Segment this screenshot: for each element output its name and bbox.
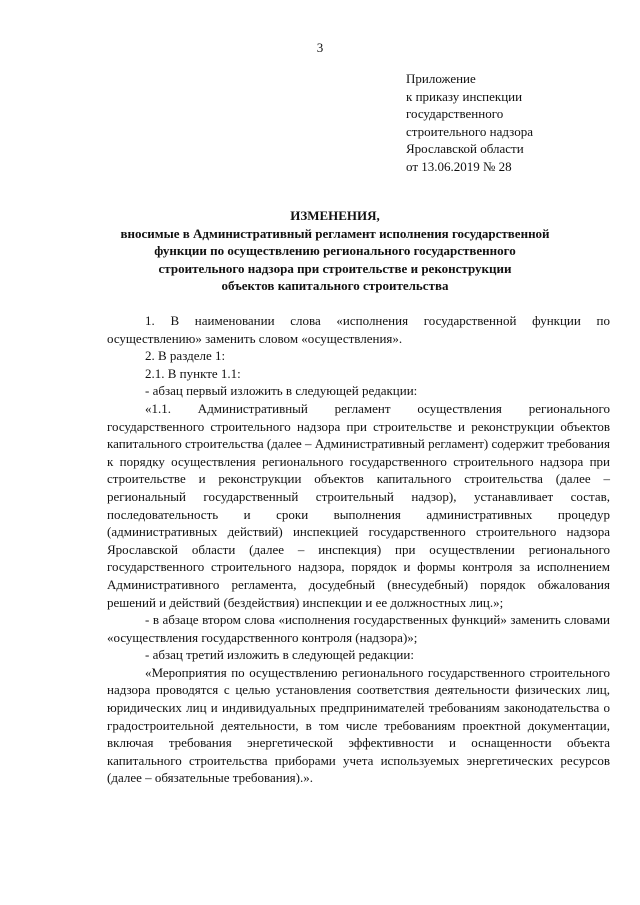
page-number: 3 xyxy=(316,40,324,55)
document-title xyxy=(60,207,610,295)
paragraph: 2. В разделе 1: xyxy=(145,348,226,364)
title-line: строительного надзора при строительстве и реконструкции xyxy=(158,260,512,276)
paragraph: 2.1. В пункте 1.1: xyxy=(145,365,241,381)
paragraph: - абзац третий изложить в следующей редакции: xyxy=(145,647,414,663)
title-line: объектов капитального строительства xyxy=(221,278,449,294)
appendix-line: строительного надзора xyxy=(406,123,533,139)
appendix-header xyxy=(406,70,626,176)
paragraph: «1.1. Административный регламент осуществления регионального государственного строительного надзора при строительстве и реконструкции объектов капитального строительства (далее – Административный регламент) содержит требования к порядку осуществления регионального государственного строительного надзора при строительстве и реконструкции объектов капитального строительства (далее – региональный государственный строительный надзор), устанавливает состав, последовательность и сроки выполнения административных процедур (административных действий) инспекцией государственного строительного надзора Ярославской области (далее – инспекция) при осуществлении регионального государственного строительного надзора, порядок и формы контроля за исполнением Административного регламента, досудебный (внесудебный) порядок обжалования решений и действий (бездействия) инспекции и ее должностных лиц.»; xyxy=(107,400,610,610)
appendix-line: государственного xyxy=(406,106,504,122)
title-heading: ИЗМЕНЕНИЯ, xyxy=(290,208,380,223)
appendix-line: от 13.06.2019 № 28 xyxy=(406,158,512,174)
title-line: функции по осуществлению регионального государственного xyxy=(154,243,516,259)
document-body xyxy=(107,312,610,787)
appendix-line: Приложение xyxy=(406,71,476,86)
paragraph: - в абзаце втором слова «исполнения государственных функций» заменить словами «осуществления государственного контроля (надзора)»; xyxy=(107,612,610,645)
appendix-line: к приказу инспекции xyxy=(406,88,523,104)
paragraph: «Мероприятия по осуществлению регионального государственного строительного надзора проводятся с целью установления соответствия деятельности физических лиц, юридических лиц и индивидуальных предпринимателей требованиям законодательства о градостроительной деятельности, в том числе требованиям проектной документации, включая требования энергетической эффективности и оснащенности объекта капитального строительства приборами учета используемых энергетических ресурсов (далее – обязательные требования).». xyxy=(107,664,610,786)
paragraph: - абзац первый изложить в следующей редакции: xyxy=(145,383,418,399)
paragraph: 1. В наименовании слова «исполнения государственной функции по осуществлению» заменить словом «осуществления». xyxy=(107,313,610,346)
title-line: вносимые в Административный регламент исполнения государственной xyxy=(120,225,550,241)
appendix-line: Ярославской области xyxy=(406,141,524,157)
